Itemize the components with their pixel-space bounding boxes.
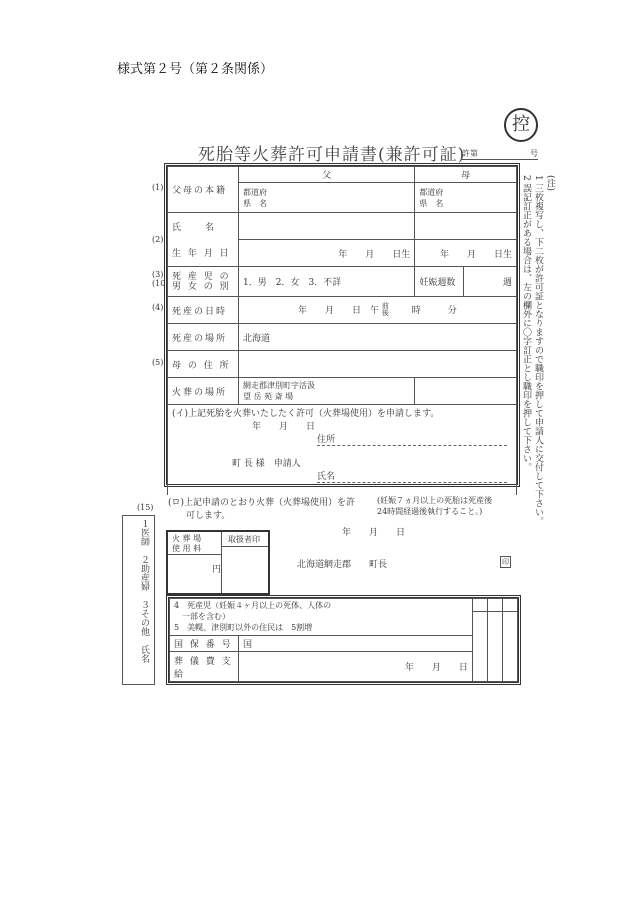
cell[interactable]: [502, 599, 517, 612]
row-num: (3) (10): [152, 270, 169, 288]
label-kokuho: 国 保 番 号: [170, 635, 239, 651]
cremation-place: 網走郡津別町字活汲 望 岳 苑 斎 場: [239, 378, 415, 405]
father-birth[interactable]: 年 月 日生: [239, 240, 415, 267]
cell[interactable]: [487, 612, 502, 682]
sex-options[interactable]: 1．男 2．女 3．不詳: [239, 267, 415, 297]
permit-date[interactable]: 年 月 日: [342, 528, 406, 538]
time-text: 時 分: [411, 305, 457, 316]
mother-address[interactable]: [239, 351, 517, 378]
form-number: 様式第２号（第２条関係）: [117, 62, 274, 77]
cell[interactable]: [487, 599, 502, 612]
permit-suffix: 号: [530, 149, 538, 158]
notes: [520, 175, 556, 535]
application-section: [168, 405, 517, 496]
permit-prefix: 許第: [462, 149, 478, 158]
father-pref[interactable]: 都道府 県 名: [239, 183, 415, 213]
row-num: (1): [152, 183, 164, 192]
funeral-date[interactable]: 年 月 日: [239, 652, 473, 682]
label-funeral: 葬 儀 費 支 給: [170, 652, 239, 682]
handler-seal-label: 取扱者印: [228, 535, 260, 544]
place-value[interactable]: 北海道: [239, 324, 517, 351]
label-cremation: 火葬の場所: [168, 378, 239, 405]
permit-text: (ロ)上記申請のとおり火葬（火葬場使用）を許 可します。: [168, 498, 356, 521]
label-mother-address: 母 の 住 所: [168, 351, 239, 378]
row-num: (15): [137, 503, 154, 512]
application-date[interactable]: 年 月 日: [252, 422, 316, 432]
row-num: (4): [152, 303, 164, 312]
mother-name[interactable]: [415, 213, 517, 240]
attendant-box: １医師 ２助産婦 ３その他 氏名: [122, 515, 155, 685]
note-1: 1 三枚複写し、下二枚が許可証となりますので職印を押して申請人に交付して下さい。: [533, 175, 543, 526]
cremation-extra[interactable]: [415, 378, 517, 405]
date-text: 年 月 日 午: [298, 305, 380, 316]
label-sex: 死 産 児 の 男 女 の 別: [168, 267, 239, 297]
note-2: 2 誤記訂正がある場合は、左の欄外に〇字訂正とし職印を押して下さい。: [521, 175, 531, 472]
permit-note: (妊娠７ヵ月以上の死胎は死産後 24時間経過後執行すること。): [377, 496, 493, 516]
form-title: 死胎等火葬許可申請書(兼許可証): [198, 145, 466, 165]
seal-mark: 印: [502, 558, 509, 566]
copy-stamp: 控: [504, 108, 538, 142]
datetime-value[interactable]: [239, 297, 517, 324]
line5: 5 美幌、津別町以外の住民は 5割増: [174, 623, 313, 633]
notes-4-5: [170, 599, 473, 636]
application-form: [164, 163, 520, 487]
applicant-name[interactable]: 氏名: [317, 469, 507, 483]
cell[interactable]: [502, 612, 517, 682]
fee-box: [166, 530, 270, 595]
addressee: 町 長 様 申請人: [232, 459, 301, 469]
permit-number: [462, 148, 538, 160]
notes-head: (注): [545, 175, 555, 192]
col-father: 父: [239, 167, 415, 183]
label-honseki: 父母の本籍: [168, 167, 239, 213]
line4: 4 死産児（妊娠４ヶ月以上の死体、人体の 一部を含む）: [174, 601, 332, 622]
cell[interactable]: [472, 599, 487, 612]
cell[interactable]: [472, 612, 487, 682]
mother-birth[interactable]: 年 月 日生: [415, 240, 517, 267]
office-box: [166, 595, 521, 685]
mother-pref[interactable]: 都道府 県 名: [415, 183, 517, 213]
kokuho-value[interactable]: 国: [239, 635, 473, 651]
col-mother: 母: [415, 167, 517, 183]
issuer: 北海道網走郡 町長: [297, 560, 388, 570]
fee-yen[interactable]: 円: [212, 565, 222, 575]
application-text: (イ)上記死胎を火葬いたしたく許可（火葬場使用）を申請します。: [172, 409, 440, 419]
row-num: (5): [152, 358, 164, 367]
fee-label: 火 葬 場 使 用 料: [172, 534, 202, 553]
weeks-value[interactable]: 週: [464, 267, 517, 297]
father-name[interactable]: [239, 213, 415, 240]
applicant-address[interactable]: 住所: [317, 432, 507, 446]
label-name: 氏 名: [168, 213, 239, 240]
row-num: (2): [152, 235, 164, 244]
label-datetime: 死産の日時: [168, 297, 239, 324]
label-weeks: 妊娠週数: [415, 267, 464, 297]
label-birth: 生 年 月 日: [168, 240, 239, 267]
ampm: 前 後: [381, 302, 389, 318]
label-place: 死産の場所: [168, 324, 239, 351]
